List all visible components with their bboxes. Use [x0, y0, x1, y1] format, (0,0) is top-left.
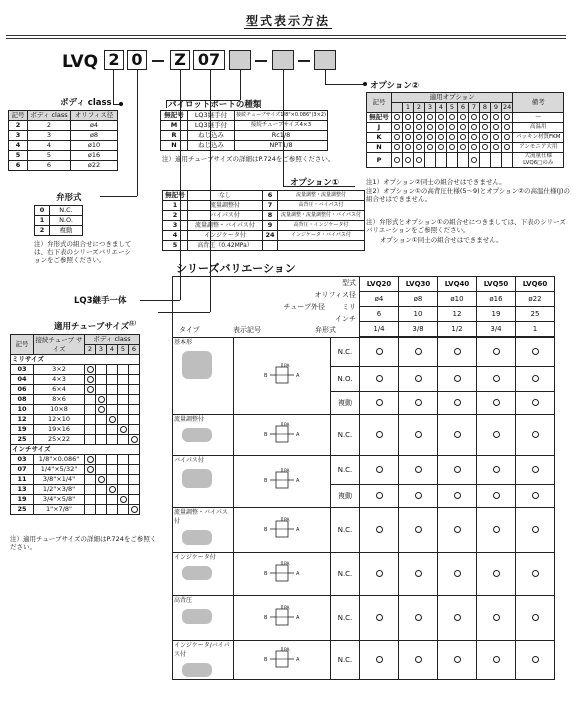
pilot-port-label: パイロットポートの種類	[168, 100, 262, 110]
svg-text:B: B	[264, 431, 268, 438]
table-row: 2 バイパス付 8 流量調整・流量調整付・バイパス付	[163, 211, 365, 221]
symbol-cell	[234, 596, 331, 641]
lq3-label: LQ3継手一体	[74, 296, 127, 306]
tube-size-table: 記号 接続チューブ サイズ ボディ class 2 3 4 5 6 ミリサイズ 03 3×2 04 4×3 06 6×4 08 8×6 10 10×8 12 12×10 19 19×16 25 25×22 インチサイズ 03 1/8"×0.086" 07 1/4"×5/32" 11 3/8"×1/4" 13 1/2"×3/8" 19 3/4"×5/8" 25 1"×7/8"	[10, 334, 140, 515]
divider	[6, 35, 566, 36]
valve-symbol-icon	[262, 517, 302, 541]
code-pilot-box	[229, 50, 251, 70]
code-dash	[152, 60, 164, 62]
page-title: 型式表示方法	[245, 14, 330, 28]
svg-text:PA: PA	[284, 469, 290, 474]
table-row: 19 3/4"×5/8"	[11, 495, 140, 505]
table-row: インジケータ付 B A PA N.C.	[173, 553, 555, 596]
symbol-cell	[234, 415, 331, 456]
valve-type-table: 0 N.C. 1 N.O. 2 複動	[34, 205, 83, 236]
pilot-port-table: 無記号 LQ3継手付 接続チューブサイズ1/8"×0.086"(3×2) M LQ3継手付 接続チューブサイズ4×3 R ねじ込み Rc1/8 N ねじ込み NPT1/8	[160, 110, 328, 151]
table-row: 1 流量調整付 7 高背圧・バイパス付	[163, 201, 365, 211]
series-type-cell: インジケータ付	[173, 553, 234, 596]
table-row: 複動	[173, 485, 555, 508]
table-row: N.O.	[173, 367, 555, 392]
svg-text:A: A	[296, 656, 300, 663]
divider	[6, 38, 566, 39]
svg-text:PA: PA	[284, 561, 290, 567]
series-type-cell: 基本形	[173, 338, 234, 415]
table-row: 無記号 なし 6 流量調整・流量調整付	[163, 191, 365, 201]
series-label: シリーズバリエーション	[176, 262, 296, 275]
table-row: 03 1/8"×0.086"	[11, 455, 140, 465]
table-row: 基本形 B A PA N.C.	[173, 338, 555, 367]
svg-text:A: A	[296, 372, 300, 379]
series-type-cell: インジケータ/バイパス付	[173, 641, 234, 680]
svg-text:B: B	[264, 478, 268, 484]
option2-note-1: 注1）オプション②同士の組合せはできません。	[366, 178, 506, 186]
series-type-cell: 流量調整・バイパス付	[173, 508, 234, 553]
svg-text:A: A	[296, 570, 300, 577]
valve-photo-icon	[182, 469, 212, 488]
valve-symbol-icon	[262, 561, 302, 585]
table-row: J 高温用	[367, 123, 564, 133]
option2-label: オプション②	[370, 81, 419, 91]
symbol-cell	[234, 338, 331, 415]
table-row: 19 19×16	[11, 425, 140, 435]
code-tube-box: 07	[193, 50, 225, 70]
svg-text:B: B	[264, 656, 268, 663]
valve-type-label: 弁形式	[56, 193, 82, 203]
svg-text:A: A	[296, 431, 300, 438]
code-dash	[255, 60, 267, 62]
code-valve-box: 0	[127, 50, 147, 70]
table-row: 25 1"×7/8"	[11, 505, 140, 515]
table-row: 無記号 —	[367, 113, 564, 123]
option2-note-2: 注2）オプション①の高背圧仕様(5～9)とオプション②の高温仕様(J)の組合せはできません。	[366, 187, 570, 203]
table-row: 04 4×3	[11, 375, 140, 385]
table-row: 07 1/4"×5/32"	[11, 465, 140, 475]
valve-photo-icon	[182, 530, 212, 545]
valve-photo-icon	[182, 428, 212, 442]
svg-text:A: A	[296, 478, 300, 484]
tube-size-label: 適用チューブサイズ$^{注)}$	[54, 321, 140, 332]
combo-note-1: 注）弁形式とオプション①の組合せにつきましては、下表のシリーズバリエーションをご参照ください。	[366, 218, 566, 234]
valve-photo-icon	[182, 663, 212, 677]
pilot-port-note: 注）適用チューブサイズの詳細はP.724をご参照ください。	[162, 155, 335, 163]
table-row: 複動	[173, 392, 555, 415]
svg-text:A: A	[296, 614, 300, 621]
valve-symbol-icon	[262, 605, 302, 629]
code-option2-box	[314, 50, 336, 70]
code-size-box: 2	[104, 50, 124, 70]
table-row: 流量調整付 B A PA N.C.	[173, 415, 555, 456]
svg-text:PA: PA	[284, 422, 290, 428]
valve-symbol-icon	[262, 363, 302, 387]
valve-symbol-icon	[262, 422, 302, 446]
code-dash	[298, 60, 310, 62]
table-row: 高背圧 B A PA N.C.	[173, 596, 555, 641]
svg-text:B: B	[264, 570, 268, 577]
symbol-cell	[234, 641, 331, 680]
table-row: インジケータ/バイパス付 B A PA N.C.	[173, 641, 555, 680]
valve-photo-icon	[182, 351, 212, 379]
tube-size-note: 注）適用チューブサイズの詳細はP.724をご参照ください。	[10, 535, 157, 551]
valve-photo-icon	[182, 566, 212, 580]
code-option1-box	[272, 50, 294, 70]
table-row: P 大流量仕様 LVQ6□のみ	[367, 153, 564, 168]
table-row: 12 12×10	[11, 415, 140, 425]
combo-note-2: オプション①同士の組合せはできません。	[380, 236, 503, 244]
table-row: 11 3/8"×1/4"	[11, 475, 140, 485]
option1-table	[162, 190, 365, 251]
table-row: K パッキン材質FKM	[367, 133, 564, 143]
svg-text:PA: PA	[284, 605, 290, 611]
symbol-cell	[234, 553, 331, 596]
body-class-table: 記号 ボディ class オリフィス径 2 2 ø4 3 3 ø8 4 4 ø10 5 5 ø16 6 6 ø22	[8, 110, 118, 171]
table-row: 13 1/2"×3/8"	[11, 485, 140, 495]
table-row: 5 高背圧（0.42MPa）	[163, 241, 365, 251]
svg-text:PA: PA	[284, 363, 290, 369]
table-row: 4 インジケータ付 24 インジケータ・バイパス付	[163, 231, 365, 241]
series-table: 型式 オリフィス径 チューブ外径 ミリ インチ タイプ 表示記号 弁形式 LVQ20 LVQ30 LVQ40 LVQ50 LVQ60 ø4 ø8 ø10 ø16 ø22 6 10 12 19 25 1/4 3/8 1/2 3/4 1 基本形 B A PA N.C. N.O. 複動 流量調整付 B A PA N.C. バイパス付 B A PA N.C. 複動 流量調整・バイパス付 B A PA N.C. インジケータ付 B A PA N.C. 高背圧 B A PA N.C. インジケータ/バイパス付 B A PA N.C.	[172, 276, 555, 680]
svg-text:B: B	[264, 614, 268, 621]
table-row: 3 流量調整・バイパス付 9 高背圧・インジケータ付	[163, 221, 365, 231]
table-row: 06 6×4	[11, 385, 140, 395]
valve-symbol-icon	[262, 468, 302, 492]
series-type-cell: 流量調整付	[173, 415, 234, 456]
code-prefix: LVQ	[62, 52, 99, 72]
valve-photo-icon	[182, 609, 212, 624]
table-row: 03 3×2	[11, 365, 140, 375]
symbol-cell	[234, 508, 331, 553]
table-row: 25 25×22	[11, 435, 140, 445]
table-row: 流量調整・バイパス付 B A PA N.C.	[173, 508, 555, 553]
svg-text:PA: PA	[284, 517, 290, 523]
svg-text:A: A	[296, 526, 300, 533]
table-row: バイパス付 B A PA N.C.	[173, 456, 555, 485]
series-type-cell: 高背圧	[173, 596, 234, 641]
option1-label: オプション①	[290, 178, 339, 188]
svg-text:B: B	[264, 372, 268, 379]
series-type-cell: バイパス付	[173, 456, 234, 508]
table-row: 10 10×8	[11, 405, 140, 415]
valve-symbol-icon	[262, 647, 302, 671]
body-class-label: ボディ class	[60, 98, 112, 108]
svg-text:PA: PA	[284, 647, 290, 653]
table-row: 08 8×6	[11, 395, 140, 405]
valve-type-note: 注）弁形式の組合せにつきましては、右下表のシリーズバリエーションをご参照ください。	[34, 240, 132, 264]
symbol-cell	[234, 456, 331, 508]
svg-text:B: B	[264, 526, 268, 533]
code-z-box: Z	[170, 50, 190, 70]
option2-table: 記号 適用オプション 備考 1 2 3 4 5 6 7 8 9 24 無記号 — J 高温用 K パッキン材質FKM N アンモニア大用 P 大流量仕様 LVQ6□のみ	[366, 92, 564, 168]
table-row: N アンモニア大用	[367, 143, 564, 153]
